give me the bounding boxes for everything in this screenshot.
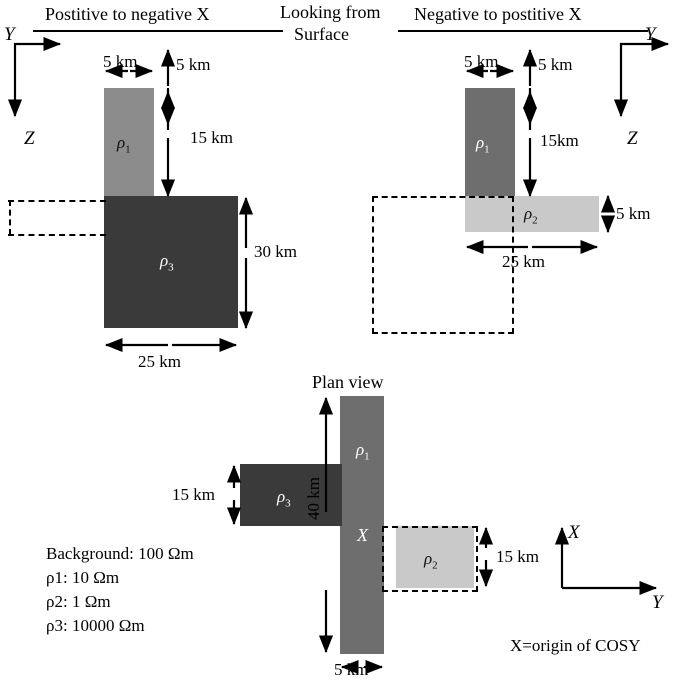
header-plan: Plan view bbox=[312, 372, 384, 392]
legend-rho3: ρ3: 10000 Ωm bbox=[46, 616, 145, 635]
header-center-line1: Looking from bbox=[280, 2, 381, 22]
left-axis-z-label: Z bbox=[24, 128, 35, 149]
legend-rho1: ρ1: 10 Ωm bbox=[46, 568, 120, 587]
plan-dim-40km: 40 km bbox=[304, 477, 323, 520]
legend-background: Background: 100 Ωm bbox=[46, 544, 194, 563]
header-left: Postitive to negative X bbox=[45, 4, 210, 24]
right-dim-depth-slab: 5 km bbox=[616, 204, 651, 223]
plan-rho3-label: $\rho_3$ bbox=[277, 487, 291, 510]
left-dashed-top bbox=[8, 200, 106, 202]
right-dim-width-slab: 25 km bbox=[502, 252, 545, 271]
left-dashed-bottom bbox=[8, 234, 106, 236]
left-dim-depth-body: 15 km bbox=[190, 128, 233, 147]
plan-rho3-block bbox=[240, 464, 342, 526]
right-dim-width-top: 5 km bbox=[464, 52, 499, 71]
plan-dim-15km-right: 15 km bbox=[496, 547, 539, 566]
left-rho3-label: $\rho_3$ bbox=[160, 251, 174, 274]
legend-rho2: ρ2: 1 Ωm bbox=[46, 592, 111, 611]
plan-rho2-label: $\rho_2$ bbox=[424, 549, 438, 572]
legend bbox=[46, 542, 194, 638]
header-left-underline bbox=[33, 30, 283, 32]
right-dim-depth-body: 15km bbox=[540, 131, 579, 150]
header-right-underline bbox=[398, 30, 648, 32]
plan-origin-marker: X bbox=[357, 525, 368, 545]
plan-axis-y-label: Y bbox=[652, 592, 663, 613]
left-dim-depth-block: 30 km bbox=[254, 242, 297, 261]
header-right: Negative to postitive X bbox=[414, 4, 582, 24]
left-dim-depth-top: 5 km bbox=[176, 55, 211, 74]
header-center-line2: Surface bbox=[294, 24, 349, 44]
plan-dim-15km-left: 15 km bbox=[172, 485, 215, 504]
right-dashed-ghost bbox=[372, 196, 514, 334]
right-rho1-block bbox=[465, 88, 515, 196]
plan-rho1-label: $\rho_1$ bbox=[356, 440, 370, 463]
right-dim-depth-top: 5 km bbox=[538, 55, 573, 74]
plan-origin-note: X=origin of COSY bbox=[510, 636, 641, 655]
left-dashed-left bbox=[9, 200, 11, 235]
left-dim-width-top: 5 km bbox=[103, 52, 138, 71]
right-axis-z-label: Z bbox=[627, 128, 638, 149]
plan-axis-x-label: X bbox=[568, 522, 580, 543]
right-rho2-label: $\rho_2$ bbox=[524, 204, 538, 227]
right-rho1-label: $\rho_1$ bbox=[476, 133, 490, 156]
left-axis-y-label: Y bbox=[4, 24, 15, 45]
plan-dim-5km-bottom: 5 km bbox=[334, 660, 369, 679]
left-dim-width-block: 25 km bbox=[138, 352, 181, 371]
right-axis-y-label: Y bbox=[645, 24, 656, 45]
left-rho1-label: $\rho_1$ bbox=[117, 133, 131, 156]
